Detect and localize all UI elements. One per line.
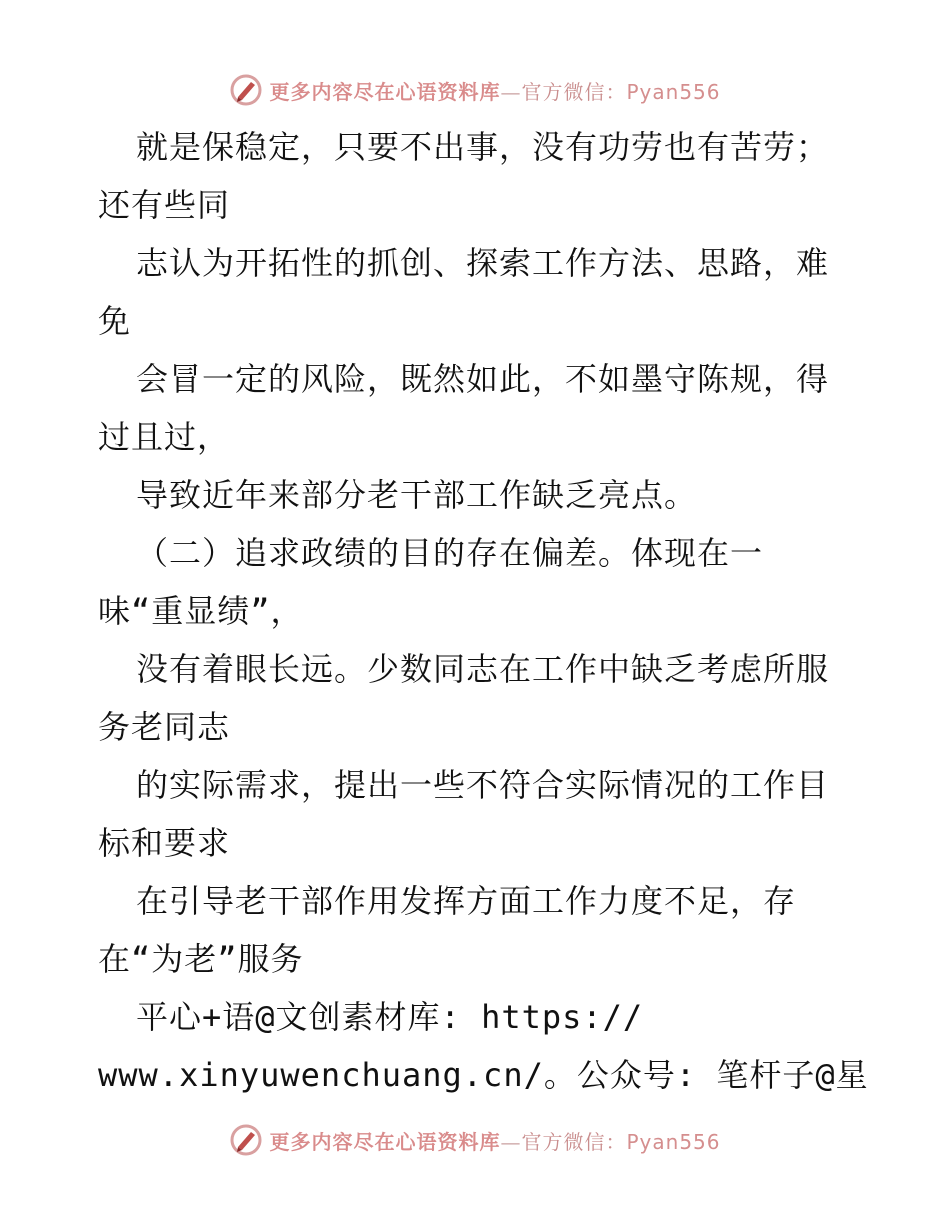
text-line: 免: [98, 302, 132, 340]
watermark-wechat-label: 官方微信：: [521, 79, 627, 104]
text-line: www.xinyuwenchuang.cn/。公众号: 笔杆子@星: [98, 1056, 869, 1094]
watermark-dash: —: [500, 79, 522, 104]
pen-logo-icon: [229, 73, 263, 107]
watermark-wechat-id: Pyan556: [626, 1129, 721, 1154]
watermark-dash: —: [500, 1129, 522, 1154]
watermark-brand: 更多内容尽在心语资料库: [269, 1129, 501, 1154]
text-line: 还有些同: [98, 186, 231, 224]
text-line: 味“重显绩”，: [98, 592, 304, 630]
footer-watermark: [0, 1120, 950, 1160]
header-watermark: [0, 70, 950, 110]
watermark-wechat-label: 官方微信：: [521, 1129, 627, 1154]
text-line: 没有着眼长远。少数同志在工作中缺乏考虑所服: [136, 650, 830, 688]
text-line: 会冒一定的风险，既然如此，不如墨守陈规，得: [136, 360, 830, 398]
text-line: 务老同志: [98, 708, 231, 746]
watermark-text: [269, 1126, 720, 1155]
text-line: 过且过，: [98, 418, 231, 456]
text-line: 志认为开拓性的抓创、探索工作方法、思路，难: [136, 244, 830, 282]
watermark-brand: 更多内容尽在心语资料库: [269, 79, 501, 104]
text-line: 标和要求: [98, 824, 231, 862]
text-line: 就是保稳定，只要不出事，没有功劳也有苦劳；: [136, 128, 830, 166]
text-line: 导致近年来部分老干部工作缺乏亮点。: [136, 476, 698, 514]
watermark-text: [269, 76, 720, 105]
text-line: （二）追求政绩的目的存在偏差。体现在一: [136, 534, 764, 572]
watermark-wechat-id: Pyan556: [626, 79, 721, 104]
document-body: [98, 118, 878, 1104]
text-line: 的实际需求，提出一些不符合实际情况的工作目: [136, 766, 830, 804]
text-line: 在引导老干部作用发挥方面工作力度不足，存: [136, 882, 797, 920]
text-line: 在“为老”服务: [98, 940, 304, 978]
pen-logo-icon: [229, 1123, 263, 1157]
text-line: 平心+语@文创素材库: https://: [136, 998, 644, 1036]
